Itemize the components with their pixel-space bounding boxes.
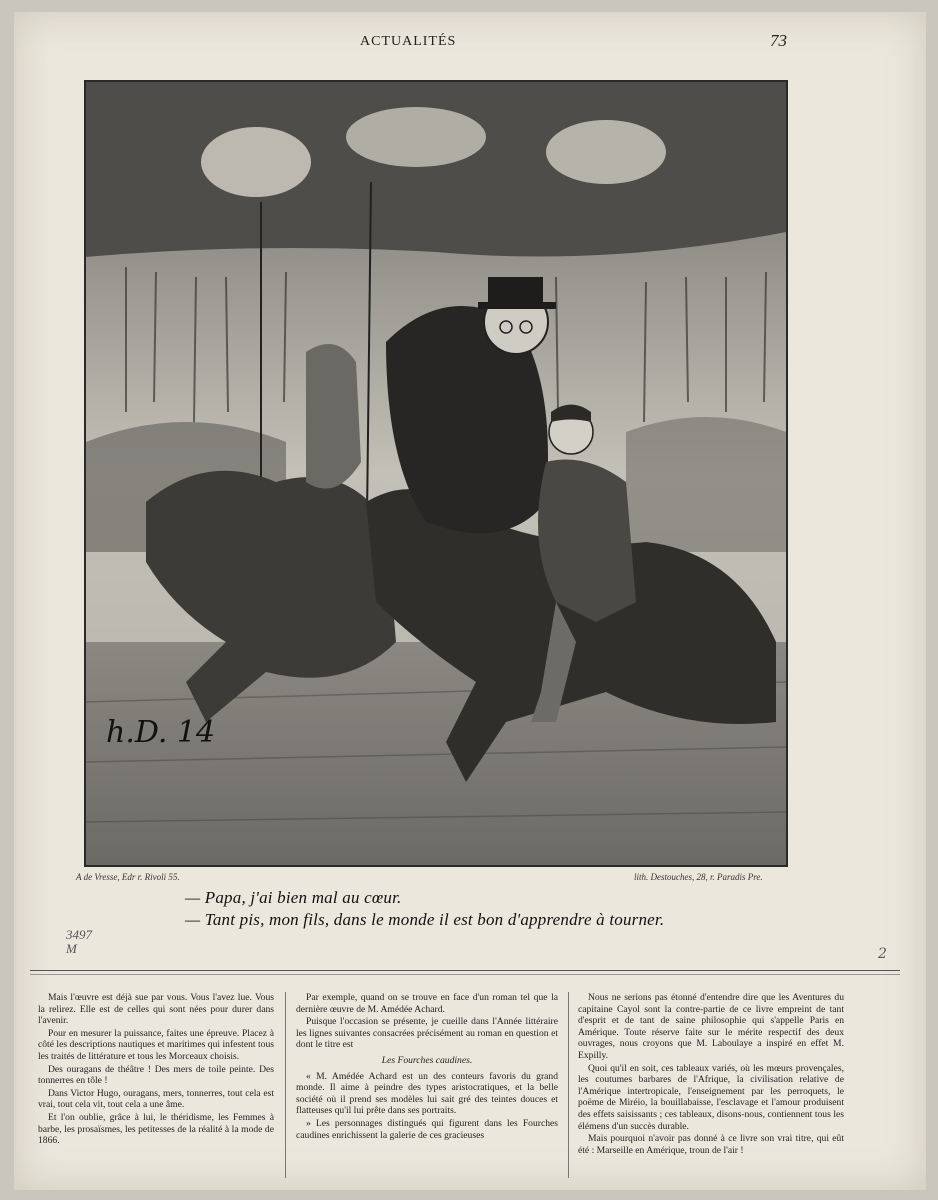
artist-signature: h.D. 14 <box>106 715 216 750</box>
divider <box>30 974 900 975</box>
lithograph-illustration <box>84 80 788 867</box>
carousel-scene-icon <box>86 82 786 865</box>
margin-mark: 2 <box>878 946 887 962</box>
divider <box>30 970 900 971</box>
page-number: 73 <box>770 31 787 50</box>
paragraph: » Les personnages distingués qui figurent dans les Fourches caudines enrichissent la galerie de ces gracieuses <box>296 1117 558 1141</box>
caption-line-1: — Papa, j'ai bien mal au cœur. <box>185 888 402 907</box>
text-column-3 <box>578 992 844 1157</box>
printer-credit: lith. Destouches, 28, r. Paradis Pre. <box>634 872 763 882</box>
paragraph: Pour en mesurer la puissance, faites une épreuve. Placez à côté les descriptions nautiques et maritimes qui infestent tous les traités de littérature et tous les Morceaux choisis. <box>38 1027 274 1062</box>
book-title: Les Fourches caudines. <box>381 1054 473 1066</box>
paragraph: « M. Amédée Achard est un des conteurs favoris du grand monde. Il aime à peindre des types aristocratiques, et la belle société où il prend ses modèles lui sait gré des teintes douces et flatteuses qu'il lui prête dans ses portraits. <box>296 1070 558 1117</box>
paragraph: Mais l'œuvre est déjà sue par vous. Vous l'avez lue. Vous la relirez. Elle est de celles qui sont nées pour durer dans l'avenir. <box>38 992 274 1027</box>
paragraph: Des ouragans de théâtre ! Des mers de toile peinte. Des tonnerres en tôle ! <box>38 1063 274 1087</box>
paragraph: Puisque l'occasion se présente, je cueille dans l'Année littéraire les lignes suivantes consacrées précisément au roman en question et dont le titre est <box>296 1016 558 1051</box>
paragraph: Mais pourquoi n'avoir pas donné à ce livre son vrai titre, qui eût été : Marseille en Amérique, troun de l'air ! <box>578 1133 844 1156</box>
inventory-annotation <box>66 928 92 956</box>
text-column-2 <box>296 992 558 1142</box>
paragraph: Quoi qu'il en soit, ces tableaux variés, où les mœurs provençales, les coutumes barbares de l'Afrique, la civilisation relative de l'Amérique intertropicale, l'enseignement par les perroquets, le poëme de Miréio, la bouillabaisse, l'esclavage et l'amour produisent des effets saisissants ; ces tableaux, disons-nous, contiennent tous les élémens d'un succès durable. <box>578 1062 844 1132</box>
inventory-number: 3497 M <box>66 927 92 956</box>
text-column-1 <box>38 992 274 1148</box>
paragraph: Et l'on oublie, grâce à lui, le théridisme, les Femmes à barbe, les prosaïsmes, les petitesses de la réalité à la mode de 1866. <box>38 1111 274 1147</box>
paragraph: Dans Victor Hugo, ouragans, mers, tonnerres, tout cela est vrai, tout cela vit, tout cela a une âme. <box>38 1087 274 1111</box>
column-separator <box>285 992 286 1178</box>
publisher-credit: A de Vresse, Edr r. Rivoli 55. <box>76 872 180 882</box>
caption-line-2: — Tant pis, mon fils, dans le monde il est bon d'apprendre à tourner. <box>185 910 665 929</box>
paragraph: Nous ne serions pas étonné d'entendre dire que les Aventures du capitaine Cayol sont la contre-partie de ce livre empreint de tant d'esprit et de tant de saine philosophie qui s'appelle Paris en Amérique. Toute réserve faite sur le mérite respectif des deux ouvrages, nous croyons que M. Laboulaye a inspiré en effet M. Expilly. <box>578 992 844 1061</box>
paragraph: Par exemple, quand on se trouve en face d'un roman tel que la dernière œuvre de M. Amédée Achard. <box>296 992 558 1015</box>
column-separator <box>568 992 569 1178</box>
page-header-title: ACTUALITÉS <box>360 34 457 49</box>
